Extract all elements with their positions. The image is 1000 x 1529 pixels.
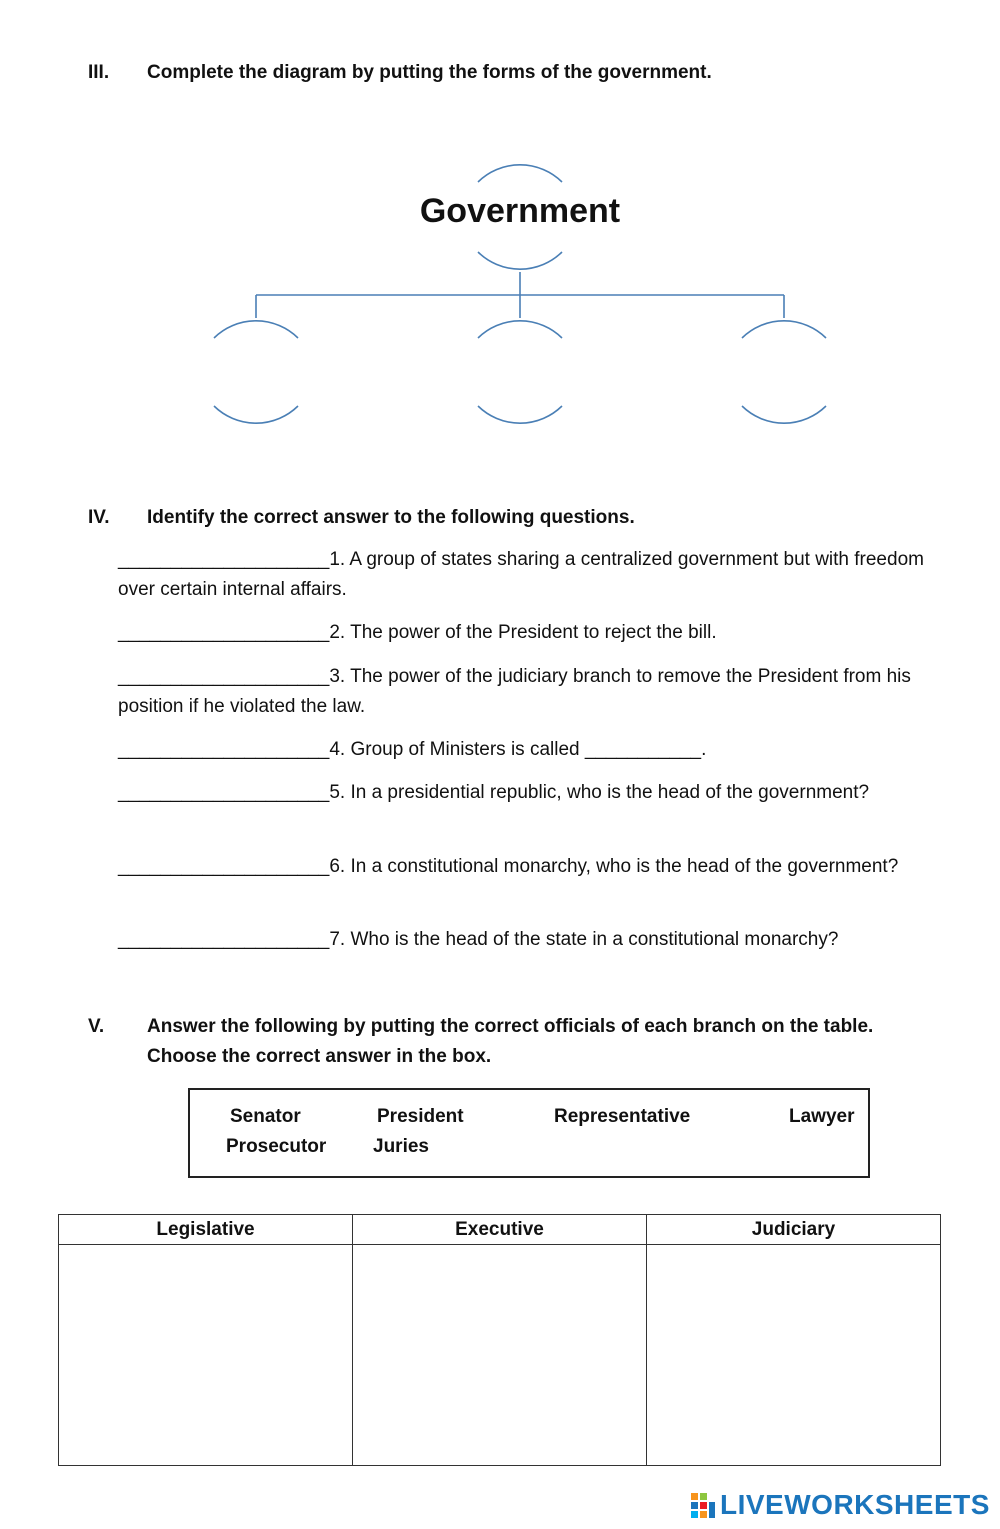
liveworksheets-logo-icon	[690, 1491, 716, 1519]
root-node-top-arc	[478, 165, 562, 182]
header-executive: Executive	[353, 1215, 647, 1245]
question-2[interactable]: ____________________2. The power of the President to reject the bill.	[118, 622, 717, 643]
answer-cell-executive[interactable]	[353, 1245, 647, 1466]
question-7[interactable]: ____________________7. Who is the head of the state in a constitutional monarchy?	[118, 929, 839, 950]
header-judiciary: Judiciary	[647, 1215, 941, 1245]
diagram-root-label: Government	[419, 192, 621, 230]
word-lawyer: Lawyer	[789, 1106, 855, 1127]
child-node-right-bottom-arc	[742, 406, 826, 423]
table-header-row	[59, 1215, 941, 1245]
section-5-title-line-1: Answer the following by putting the correct officials of each branch on the table.	[147, 1016, 874, 1037]
section-4-title: Identify the correct answer to the following questions.	[147, 507, 635, 528]
word-president: President	[377, 1106, 464, 1127]
word-juries: Juries	[373, 1136, 429, 1157]
branches-table	[58, 1214, 941, 1466]
section-5-number: V.	[88, 1016, 105, 1037]
question-3[interactable]: ____________________3. The power of the judiciary branch to remove the President from his position if he violated the law.	[118, 666, 911, 717]
child-node-middle-bottom-arc	[478, 406, 562, 423]
table-answer-row	[59, 1245, 941, 1466]
word-bank-box	[188, 1088, 870, 1178]
answer-cell-legislative[interactable]	[59, 1245, 353, 1466]
liveworksheets-brand-text: LIVEWORKSHEETS	[720, 1489, 990, 1520]
question-5[interactable]: ____________________5. In a presidential republic, who is the head of the government?	[118, 782, 870, 803]
liveworksheets-logo	[690, 1488, 990, 1522]
word-senator: Senator	[230, 1106, 301, 1127]
section-5-title-line-2: Choose the correct answer in the box.	[147, 1046, 492, 1067]
child-node-left-top-arc	[214, 321, 298, 338]
question-1[interactable]: ____________________1. A group of states sharing a centralized government but with freedom over certain internal affairs.	[118, 549, 924, 600]
root-node-bottom-arc	[478, 252, 562, 269]
child-node-middle-top-arc	[478, 321, 562, 338]
question-6[interactable]: ____________________6. In a constitutional monarchy, who is the head of the government?	[118, 856, 899, 877]
word-prosecutor: Prosecutor	[226, 1136, 327, 1157]
word-representative: Representative	[554, 1106, 691, 1127]
child-node-right-top-arc	[742, 321, 826, 338]
section-3-title: Complete the diagram by putting the forms of the government.	[147, 62, 712, 83]
section-4-number: IV.	[88, 507, 110, 528]
child-node-left-bottom-arc	[214, 406, 298, 423]
section-3-number: III.	[88, 62, 110, 83]
answer-cell-judiciary[interactable]	[647, 1245, 941, 1466]
header-legislative: Legislative	[59, 1215, 353, 1245]
question-4[interactable]: ____________________4. Group of Ministers is called ___________.	[118, 739, 707, 760]
